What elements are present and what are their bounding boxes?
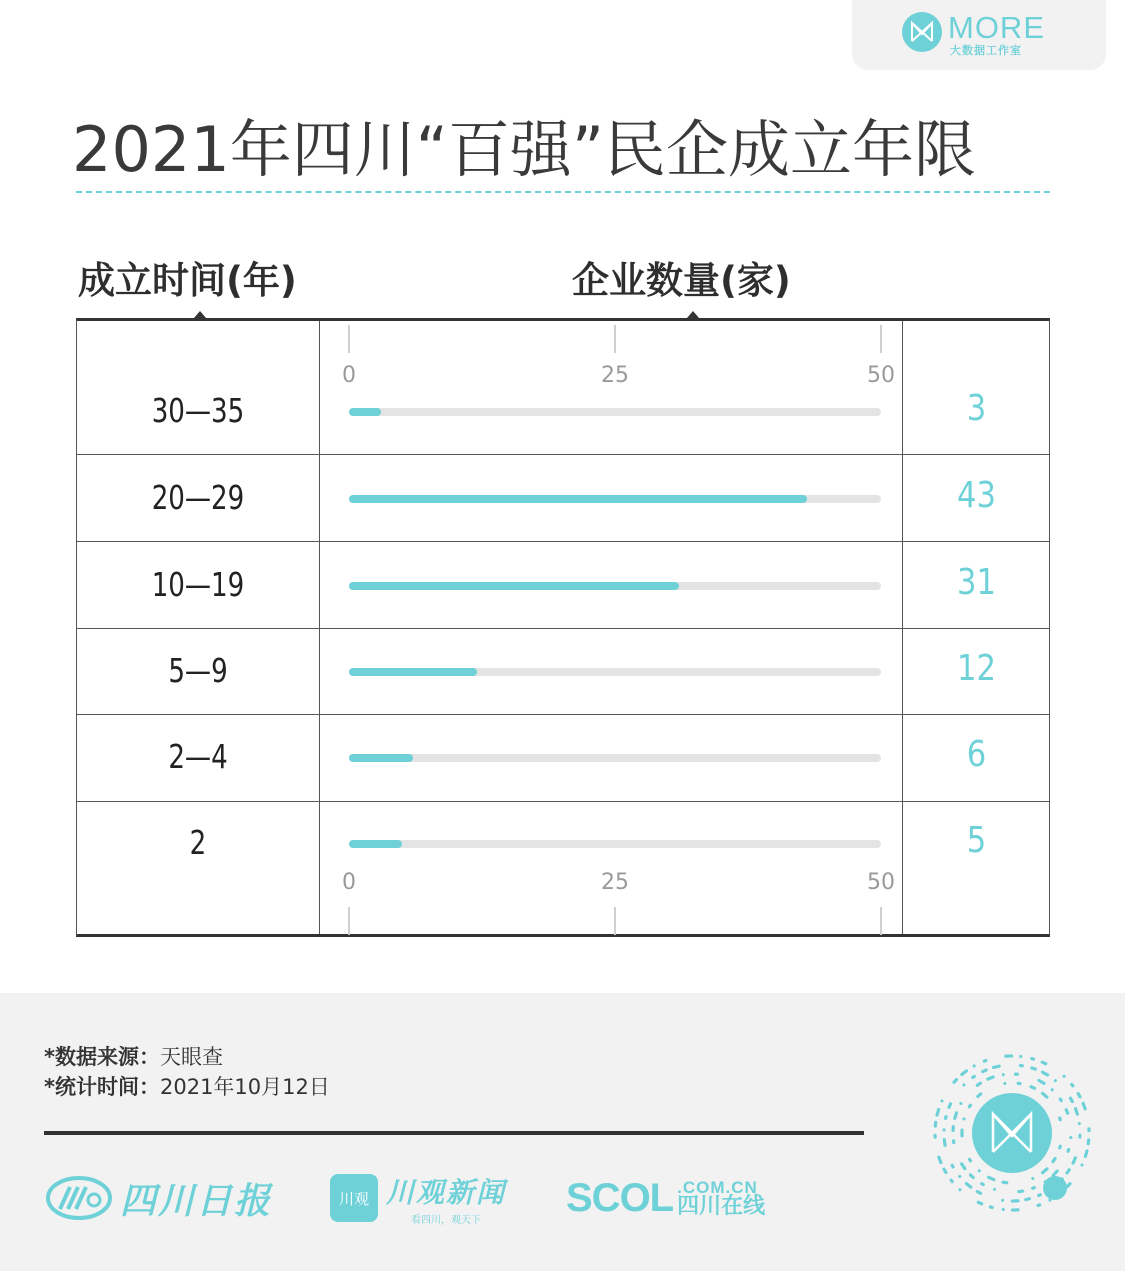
value-label: 5: [966, 820, 987, 861]
title-divider: [76, 191, 1050, 193]
axis-tick-label-top: 50: [867, 363, 895, 388]
category-label: 30—35: [151, 391, 245, 430]
more-logo-icon: [902, 12, 942, 52]
header-caret-mid: [687, 311, 699, 318]
page-title: 2021年四川“百强”民企成立年限: [72, 113, 977, 186]
bar-track: [349, 408, 881, 416]
sichuan-daily-logo-icon: [46, 1175, 112, 1221]
chuanguan-name: 川观新闻: [386, 1175, 507, 1209]
scol-logo: [566, 1173, 765, 1223]
bar: [349, 408, 381, 416]
bar-track: [349, 668, 881, 676]
category-label: 2—4: [168, 737, 228, 776]
category-label: 2: [189, 823, 207, 862]
value-label: 43: [957, 475, 996, 516]
axis-tick-label-top: 25: [601, 363, 629, 388]
sichuan-daily-text: 四川日报: [120, 1179, 273, 1222]
column-header-count: 企业数量(家): [572, 259, 791, 302]
brand-subtitle: 大数据工作室: [950, 44, 1022, 57]
value-label: 31: [957, 562, 996, 603]
axis-tick-label-bottom: 25: [601, 870, 629, 895]
row-divider: [77, 541, 1049, 542]
axis-tick-bottom: [348, 907, 350, 935]
chart-table: [76, 318, 1050, 937]
date-key: *统计时间：: [44, 1075, 160, 1099]
sichuan-daily-logo: [46, 1173, 272, 1223]
scol-logo-icon: SCOL: [566, 1175, 674, 1220]
source-key: *数据来源：: [44, 1045, 160, 1069]
scol-text-block: [677, 1179, 765, 1218]
chuanguan-slogan: 看四川，观天下: [411, 1214, 481, 1226]
header-caret-left: [194, 311, 206, 318]
row-divider: [77, 801, 1049, 802]
brand-name: MORE: [948, 10, 1045, 45]
qr-code-icon[interactable]: [927, 1048, 1097, 1218]
row-divider: [77, 628, 1049, 629]
bar: [349, 495, 807, 503]
scol-name: 四川在线: [677, 1193, 766, 1219]
brand-tab: [852, 0, 1106, 70]
column-header-age: 成立时间(年): [78, 259, 297, 302]
bar-track: [349, 495, 881, 503]
bar: [349, 840, 402, 848]
axis-tick-label-top: 0: [342, 363, 356, 388]
axis-tick-bottom: [614, 907, 616, 935]
source-value: 天眼查: [159, 1045, 223, 1069]
bar: [349, 754, 413, 762]
category-label: 10—19: [151, 565, 245, 604]
chuanguan-logo-icon: 川观: [330, 1174, 378, 1222]
axis-tick-top: [880, 325, 882, 353]
axis-tick-label-bottom: 0: [342, 870, 356, 895]
footer-divider: [44, 1131, 864, 1135]
axis-tick-label-bottom: 50: [867, 870, 895, 895]
bar-track: [349, 840, 881, 848]
date-line: [44, 1071, 330, 1101]
value-label: 12: [957, 648, 996, 689]
bar-track: [349, 754, 881, 762]
row-divider: [77, 714, 1049, 715]
axis-tick-top: [348, 325, 350, 353]
axis-tick-bottom: [880, 907, 882, 935]
footer: [0, 993, 1125, 1271]
value-label: 6: [966, 734, 987, 775]
value-label: 3: [966, 388, 987, 429]
category-label: 20—29: [151, 478, 245, 517]
chuanguan-logo: [330, 1173, 507, 1226]
category-label: 5—9: [168, 651, 228, 690]
row-divider: [77, 454, 1049, 455]
bar: [349, 582, 679, 590]
bar-track: [349, 582, 881, 590]
bar: [349, 668, 477, 676]
chuanguan-text-block: [386, 1171, 506, 1226]
source-line: [44, 1041, 223, 1071]
scol-domain: .COM.CN: [677, 1177, 758, 1197]
axis-tick-top: [614, 325, 616, 353]
date-value: 2021年10月12日: [159, 1075, 330, 1099]
